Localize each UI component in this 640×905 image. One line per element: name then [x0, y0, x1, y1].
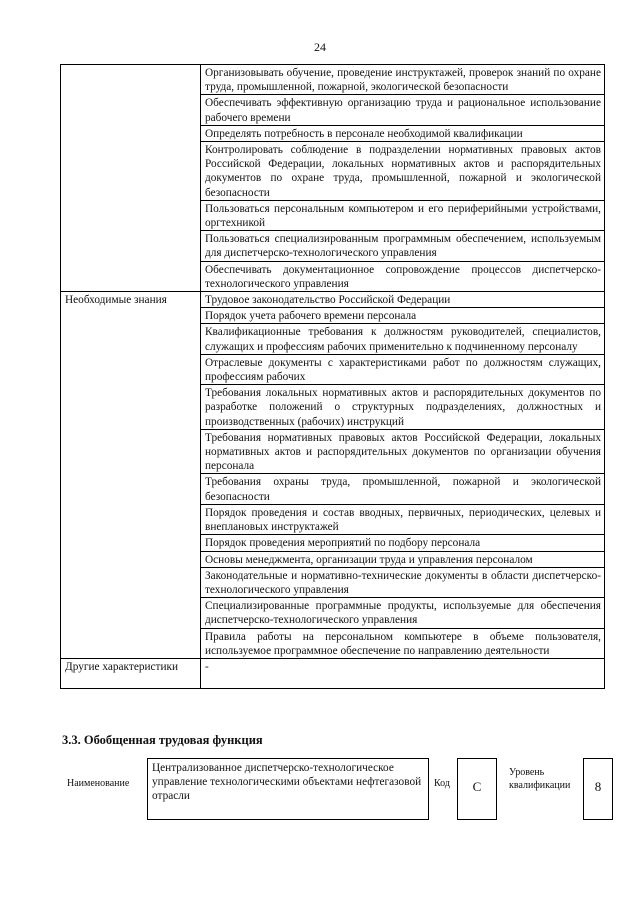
requirement-text: Обеспечивать эффективную организацию труда и рациональное использование рабочего времени	[201, 95, 605, 125]
requirement-text: Трудовое законодательство Российской Федерации	[201, 292, 605, 308]
code-label: Код	[434, 778, 450, 789]
requirement-text: Основы менеджмента, организации труда и управления персоналом	[201, 551, 605, 567]
requirement-text: Пользоваться специализированным программным обеспечением, используемым для диспетчерско-технологического управления	[201, 231, 605, 261]
row-group-label	[61, 65, 201, 292]
requirement-text: Квалификационные требования к должностям руководителей, специалистов, служащих и профессиям рабочих применительно к подчиненному персоналу	[201, 324, 605, 354]
code-box: C	[457, 758, 497, 820]
requirement-text: Порядок проведения и состав вводных, первичных, периодических, целевых и внеплановых инструктажей	[201, 504, 605, 534]
row-group-label: Необходимые знания	[61, 292, 201, 659]
page-number: 24	[314, 40, 326, 54]
requirement-text: Организовывать обучение, проведение инструктажей, проверок знаний по охране труда, промышленной, пожарной, экологической безопасности	[201, 65, 605, 95]
knowledge-row	[61, 292, 605, 308]
qualification-level-label	[509, 766, 577, 792]
requirement-text: Правила работы на персональном компьютере в объеме пользователя, используемое программное обеспечение по направлению деятельности	[201, 628, 605, 658]
requirement-text: Законодательные и нормативно-технические документы в области диспетчерско-технологического управления	[201, 567, 605, 597]
requirement-text: Обеспечивать документационное сопровождение процессов диспетчерско-технологического управления	[201, 261, 605, 291]
other-characteristics-value: -	[201, 658, 605, 688]
function-name-box: Централизованное диспетчерско-технологическое управление технологическими объектами нефтегазовой отрасли	[147, 758, 429, 820]
requirement-text: Требования охраны труда, промышленной, пожарной и экологической безопасности	[201, 474, 605, 504]
requirement-text: Определять потребность в персонале необходимой квалификации	[201, 125, 605, 141]
qualification-level-label-text: Уровень квалификации	[509, 767, 571, 791]
requirement-text: Порядок проведения мероприятий по подбору персонала	[201, 535, 605, 551]
name-label: Наименование	[67, 778, 130, 789]
other-characteristics-label: Другие характеристики	[61, 658, 201, 688]
requirement-text: Пользоваться персональным компьютером и его периферийными устройствами, оргтехникой	[201, 200, 605, 230]
skill-row	[61, 65, 605, 95]
generalized-function-row	[62, 758, 622, 820]
requirement-text: Требования локальных нормативных актов и распорядительных документов по разработке положений о структурных подразделениях, должностных и производственных (рабочих) инструкций	[201, 385, 605, 430]
qualification-level-box: 8	[583, 758, 613, 820]
requirement-text: Контролировать соблюдение в подразделении нормативных правовых актов Российской Федерации, локальных нормативных актов и распорядительных документов по охране труда, промышленной, пожарной и экологической безопасности	[201, 142, 605, 201]
other-characteristics-row	[61, 658, 605, 688]
competency-table	[60, 64, 605, 689]
requirement-text: Требования нормативных правовых актов Российской Федерации, локальных нормативных актов и распорядительных документов по организации обучения персонала	[201, 429, 605, 474]
section-title: 3.3. Обобщенная трудовая функция	[62, 733, 263, 747]
requirement-text: Порядок учета рабочего времени персонала	[201, 308, 605, 324]
requirement-text: Специализированные программные продукты, используемые для обеспечения диспетчерско-технологического управления	[201, 598, 605, 628]
requirement-text: Отраслевые документы с характеристиками работ по должностям служащих, профессиям рабочих	[201, 354, 605, 384]
